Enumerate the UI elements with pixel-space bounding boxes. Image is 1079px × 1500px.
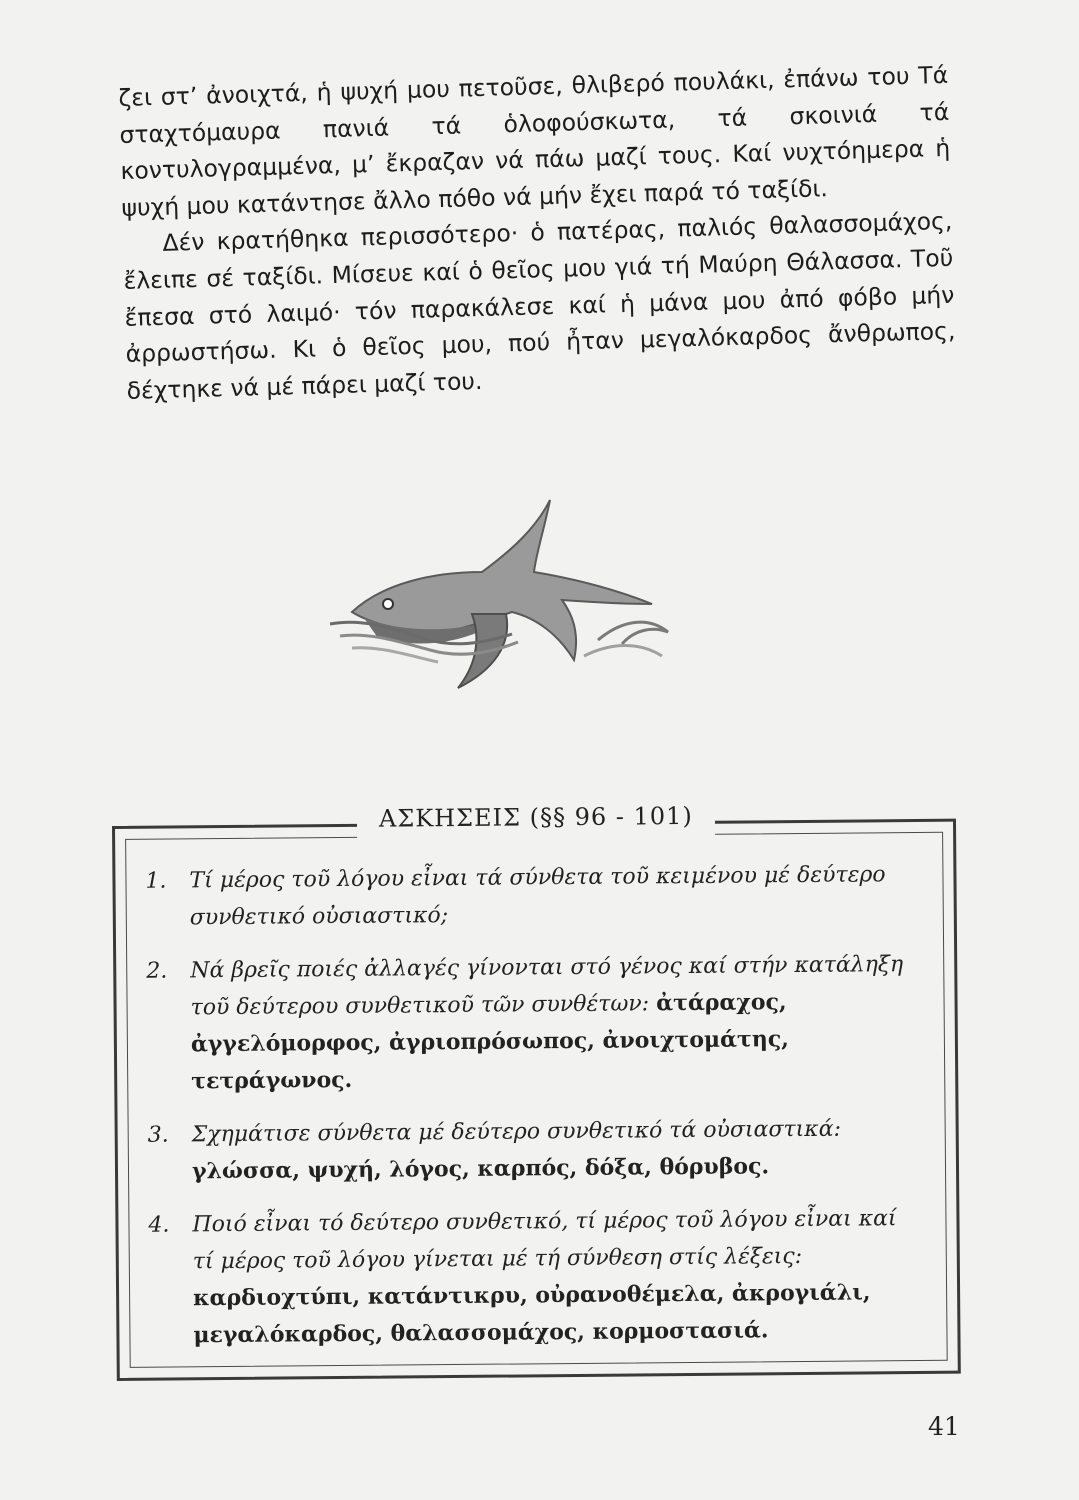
exercise-number: 1. [145,868,167,894]
exercise-body [190,946,917,1100]
story-paragraph-2: Δέν κρατήθηκα περισσότερο· ὁ πατέρας, παλιός θαλασσομάχος, ἔλειπε σέ ταξίδι. Μίσευε καί ὁ θεῖος μου γιά τή Μαύρη Θάλασσα. Τοῦ ἔπεσα στό λαιμό· τόν παρακάλεσε καί ἡ μάνα μου ἀπό φόβο μήν ἀρρωστήσω. Κι ὁ θεῖος μου, πού ἦταν μεγαλόκαρδος ἄνθρωπος, δέχτηκε νά μέ πάρει μαζί του. [123,207,956,405]
exercises-box [112,801,961,1381]
exercise-body [192,1200,919,1354]
exercise-question: Νά βρεῖς ποιές ἀλλαγές γίνονται στό γένος καί στήν κατάληξη τοῦ δεύτερου συνθετικοῦ τῶν συνθέτων: [190,952,904,1021]
exercise-question: Σχημάτισε σύνθετα μέ δεύτερο συνθετικό τά οὐσιαστικά: [191,1116,842,1148]
exercise-terms: καρδιοχτύπι, κατάντικρυ, οὐρανοθέμελα, ἀκρογιάλι, μεγαλόκαρδος, θαλασσομάχος, κορμοστασιά. [193,1279,871,1349]
story-text [118,57,957,409]
exercise-number: 2. [146,958,168,984]
dolphin-illustration [322,492,682,692]
story-paragraph-1: ζει στ’ ἀνοιχτά, ἡ ψυχή μου πετοῦσε, θλιβερό πουλάκι, ἐπάνω του Τά σταχτόμαυρα πανιά τά ὁλοφούσκωτα, τά σκοινιά τά κοντυλογραμμένα, μ’ ἔκραζαν νά πάω μαζί τους. Καί νυχτόημερα ἡ ψυχή μου κατάντησε ἄλλο πόθο νά μήν ἔχει παρά τό ταξίδι. [118,60,951,222]
exercise-question: Ποιό εἶναι τό δεύτερο συνθετικό, τί μέρος τοῦ λόγου εἶναι καί τί μέρος τοῦ λόγου γίνεται μέ τή σύνθεση στίς λέξεις: [192,1206,897,1275]
dolphin-eye [383,599,393,609]
exercises-title: ΑΣΚΗΣΕΙΣ (§§ 96 - 101) [357,796,715,839]
exercise-item [148,1110,919,1191]
exercise-body [192,1110,919,1190]
exercise-body [189,856,916,936]
exercise-item [145,856,916,937]
exercise-item [148,1200,919,1355]
tail-swirl [584,646,662,657]
tail-swirl [598,622,668,644]
exercise-question: Τί μέρος τοῦ λόγου εἶναι τά σύνθετα τοῦ κειμένου μέ δεύτερο συνθετικό οὐσιαστικό; [189,862,886,931]
page-number: 41 [928,1412,960,1441]
exercise-number: 4. [148,1212,170,1238]
exercise-terms: ἀτάραχος, ἀγγελόμορφος, ἀγριοπρόσωπος, ἀνοιχτομάτης, τετράγωνος. [190,989,789,1095]
exercise-list [145,856,919,1371]
exercise-terms: γλώσσα, ψυχή, λόγος, καρπός, δόξα, θόρυβος. [191,1153,770,1185]
exercise-item [146,946,917,1101]
exercise-number: 3. [147,1122,169,1148]
